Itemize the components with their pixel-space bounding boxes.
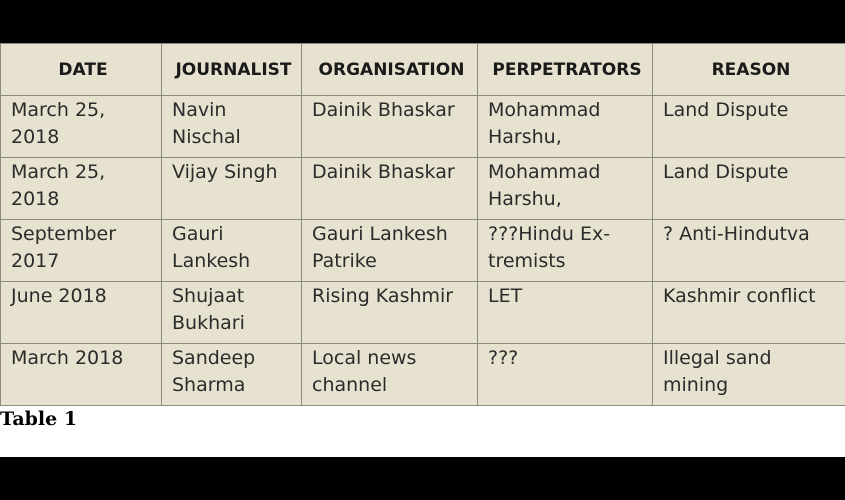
cell-reason: Illegal sand mining: [653, 344, 845, 406]
cell-date: March 2018: [1, 344, 162, 406]
cell-perpetrators: Mohammad Harshu,: [478, 96, 653, 158]
cell-organisation: Rising Kashmir: [302, 282, 478, 344]
journalists-table: [0, 43, 845, 406]
cell-reason: Kashmir conflict: [653, 282, 845, 344]
cell-date: March 25, 2018: [1, 96, 162, 158]
cell-reason: Land Dispute: [653, 96, 845, 158]
cell-perpetrators: LET: [478, 282, 653, 344]
bottom-black-bar: [0, 457, 845, 500]
cell-perpetrators: Mohammad Harshu,: [478, 158, 653, 220]
cell-date: June 2018: [1, 282, 162, 344]
table-row: [1, 282, 845, 344]
table-row: [1, 158, 845, 220]
cell-journalist: Navin Nischal: [162, 96, 302, 158]
cell-date: March 25, 2018: [1, 158, 162, 220]
cell-reason: ? Anti-Hindutva: [653, 220, 845, 282]
cell-reason: Land Dispute: [653, 158, 845, 220]
header-date: DATE: [1, 44, 162, 96]
cell-perpetrators: ???Hindu Ex-tremists: [478, 220, 653, 282]
cell-date: September 2017: [1, 220, 162, 282]
header-perpetrators: PERPETRATORS: [478, 44, 653, 96]
table-row: [1, 344, 845, 406]
cell-journalist: Vijay Singh: [162, 158, 302, 220]
cell-organisation: Dainik Bhaskar: [302, 96, 478, 158]
table-header-row: [1, 44, 845, 96]
cell-perpetrators: ???: [478, 344, 653, 406]
cell-organisation: Dainik Bhaskar: [302, 158, 478, 220]
table-row: [1, 96, 845, 158]
table-row: [1, 220, 845, 282]
top-black-bar: [0, 0, 845, 43]
table-caption: Table 1: [0, 408, 78, 430]
cell-organisation: Gauri Lankesh Patrike: [302, 220, 478, 282]
cell-journalist: Shujaat Bukhari: [162, 282, 302, 344]
cell-organisation: Local news channel: [302, 344, 478, 406]
header-organisation: ORGANISATION: [302, 44, 478, 96]
data-table-container: [0, 43, 845, 404]
cell-journalist: Sandeep Sharma: [162, 344, 302, 406]
header-journalist: JOURNALIST: [162, 44, 302, 96]
header-reason: REASON: [653, 44, 845, 96]
cell-journalist: Gauri Lankesh: [162, 220, 302, 282]
